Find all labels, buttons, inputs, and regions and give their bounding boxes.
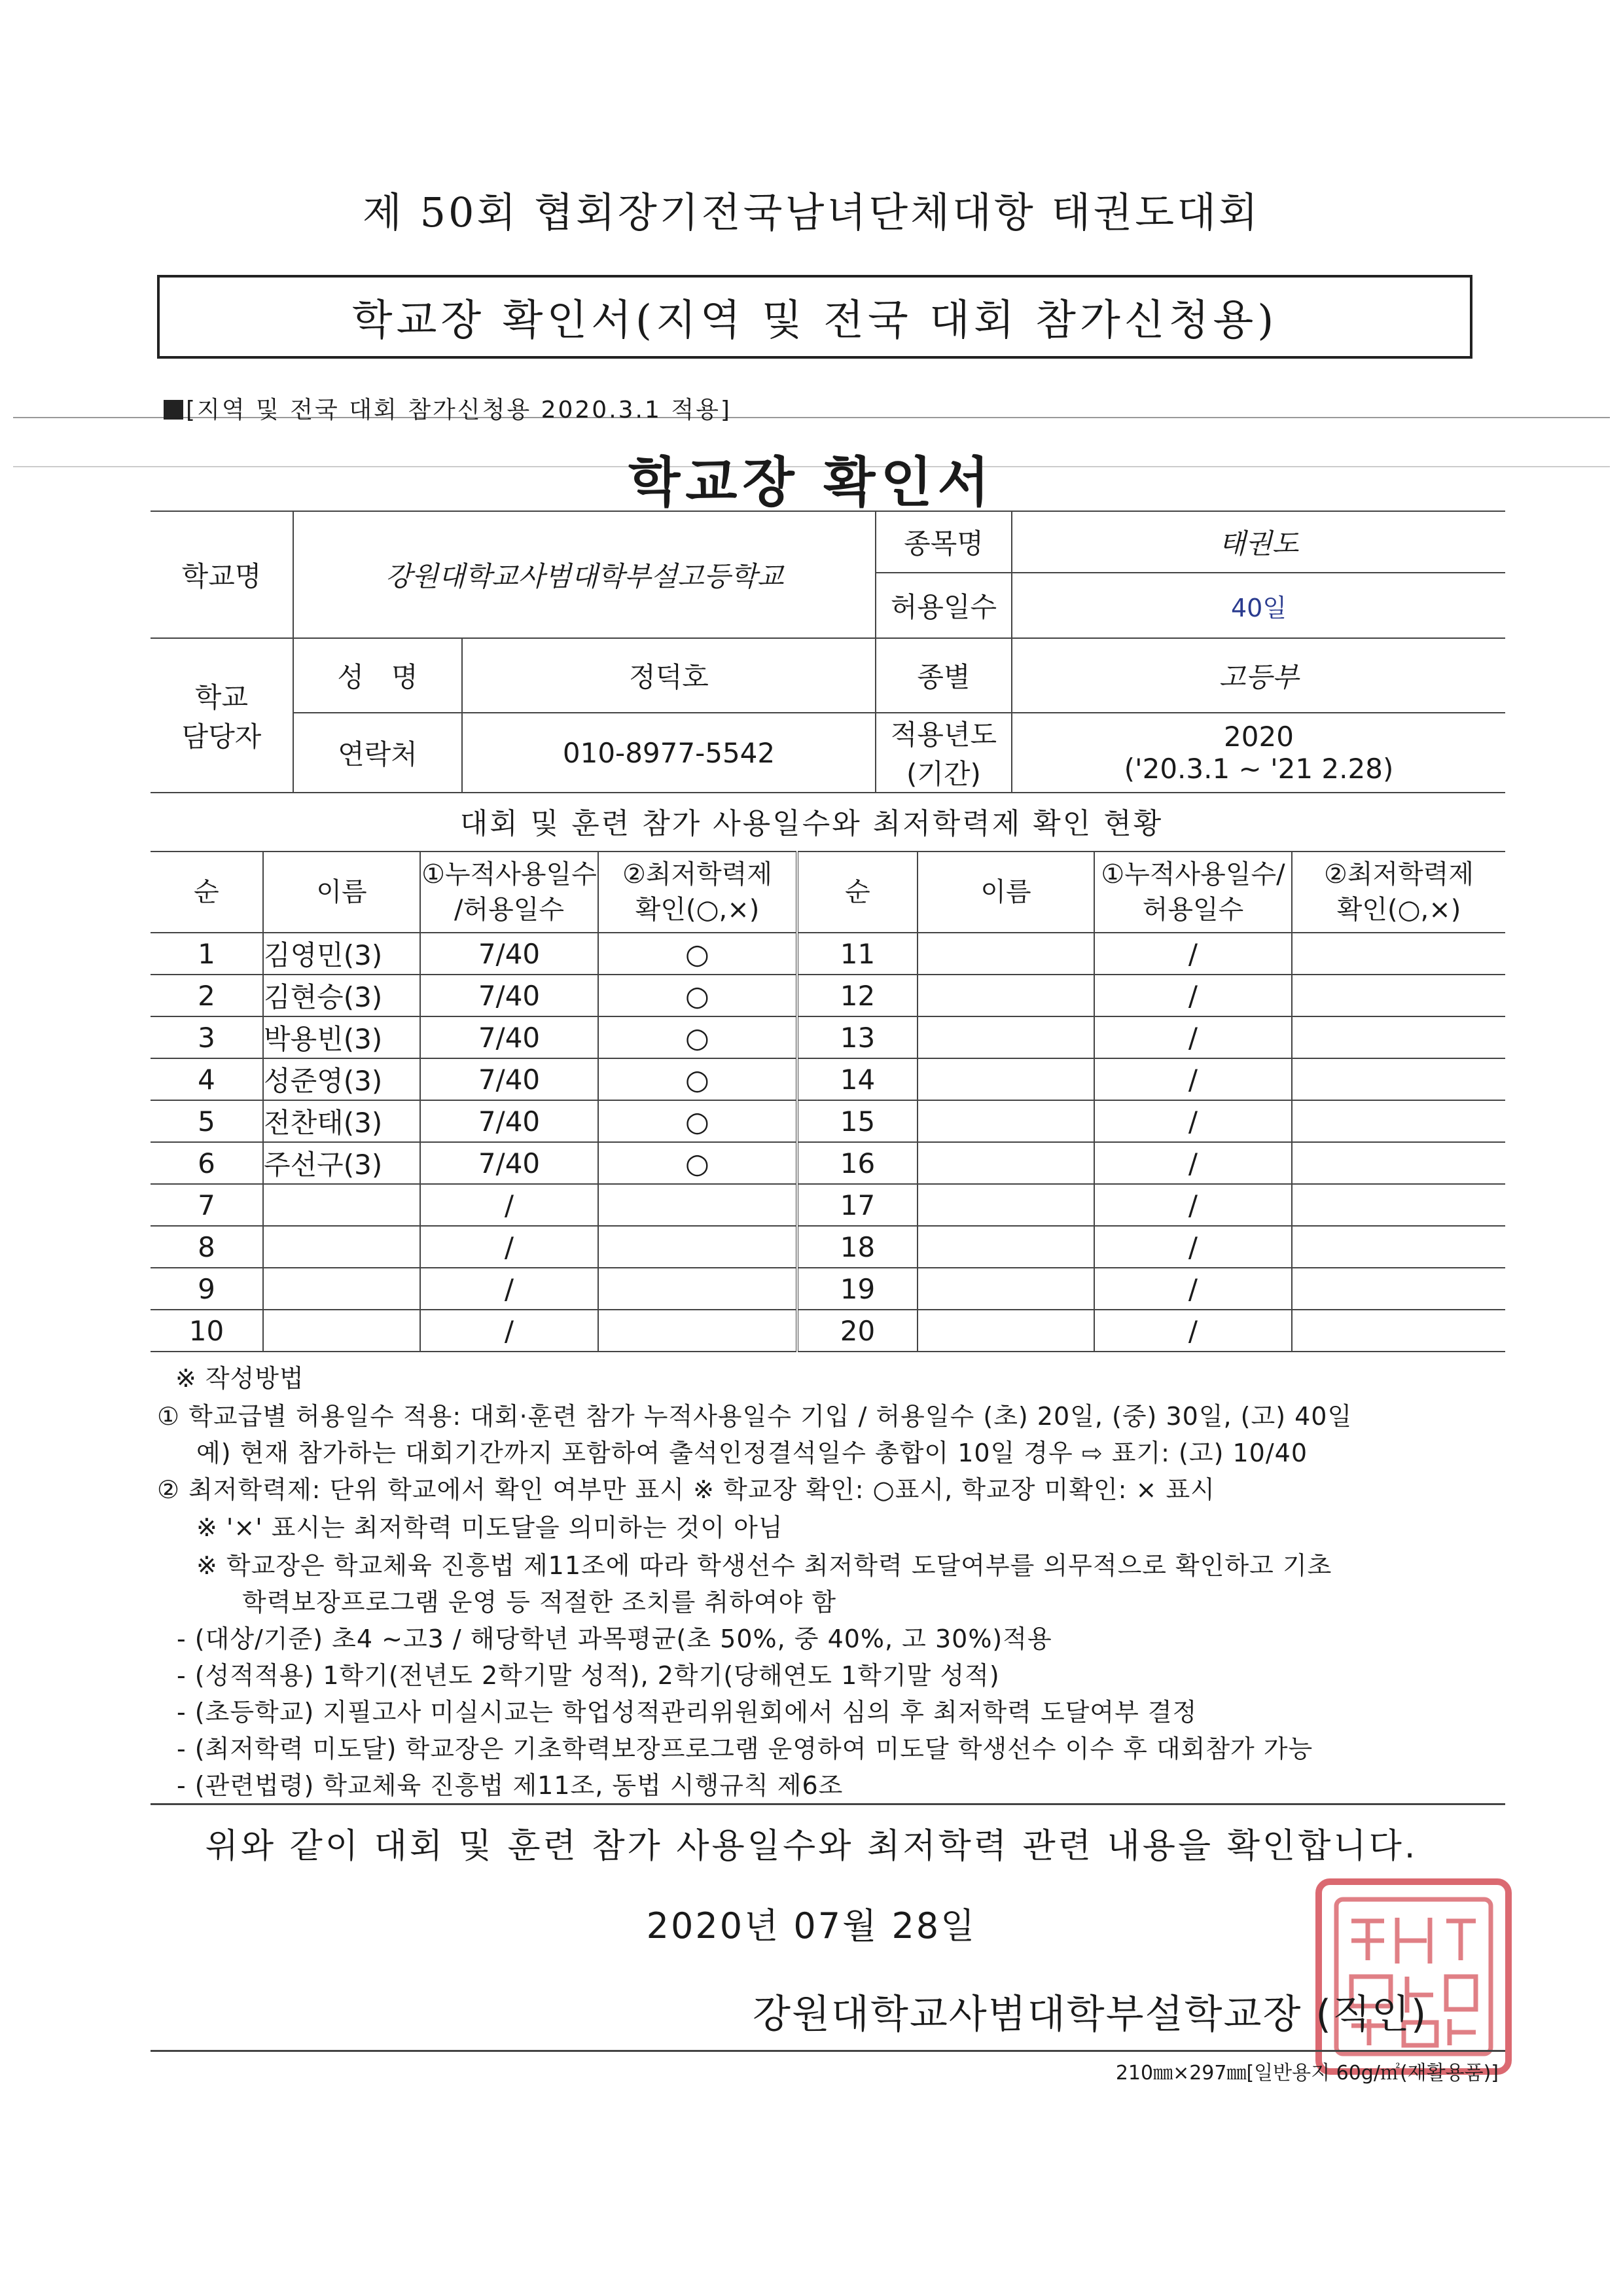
row-number: 14 <box>797 1058 918 1100</box>
table-row <box>151 1184 1505 1226</box>
row-number: 2 <box>151 975 263 1016</box>
minimum-grade-check <box>1292 933 1505 975</box>
student-name <box>263 1226 420 1268</box>
header-check-line1: ②최저학력제 <box>622 859 773 889</box>
main-title: 학교장 확인서 <box>628 452 995 514</box>
student-name: 박용빈(3) <box>263 1016 420 1058</box>
row-number: 6 <box>151 1142 263 1184</box>
row-number: 9 <box>151 1268 263 1310</box>
days-ratio: / <box>420 1310 598 1352</box>
confirmation-date: 2020년 07월 28일 <box>646 1905 977 1946</box>
days-ratio: / <box>1094 933 1292 975</box>
days-ratio: 7/40 <box>420 975 598 1016</box>
table-row <box>151 1310 1505 1352</box>
days-ratio: 7/40 <box>420 933 598 975</box>
row-number: 20 <box>797 1310 918 1352</box>
year-label-line1: 적용년도 <box>890 719 997 751</box>
table-row <box>151 1142 1505 1184</box>
instruction-line: - (성적적용) 1학기(전년도 2학기말 성적), 2학기(당해연도 1학기말 성적) <box>177 1661 1000 1690</box>
instruction-line: ① 학교급별 허용일수 적용: 대회·훈련 참가 누적사용일수 기입 / 허용일수 (초) 20일, (중) 30일, (고) 40일 <box>157 1402 1353 1431</box>
days-ratio: / <box>420 1268 598 1310</box>
student-name <box>918 1184 1094 1226</box>
row-number: 11 <box>797 933 918 975</box>
name-label: 성 명 <box>293 638 462 713</box>
days-ratio: 7/40 <box>420 1058 598 1100</box>
student-name: 성준영(3) <box>263 1058 420 1100</box>
header-days-line2: 허용일수 <box>1142 895 1244 925</box>
minimum-grade-check <box>1292 1310 1505 1352</box>
header-check-line2: 확인(○,×) <box>1336 895 1461 925</box>
row-number: 17 <box>797 1184 918 1226</box>
event-title: 제 50회 협회장기전국남녀단체대항 태권도대회 <box>363 188 1260 236</box>
header-no: 순 <box>151 852 263 933</box>
school-value: 강원대학교사범대학부설고등학교 <box>293 511 876 638</box>
student-name <box>263 1310 420 1352</box>
student-name <box>918 1058 1094 1100</box>
student-name <box>263 1184 420 1226</box>
days-ratio: 7/40 <box>420 1100 598 1142</box>
school-info-table <box>151 511 1505 793</box>
minimum-grade-check <box>598 1310 797 1352</box>
header-check-line2: 확인(○,×) <box>635 895 760 925</box>
header-check-line1: ②최저학력제 <box>1323 859 1474 889</box>
header-days-line1: ①누적사용일수 <box>421 859 597 889</box>
student-name: 김현승(3) <box>263 975 420 1016</box>
status-section-title: 대회 및 훈련 참가 사용일수와 최저학력제 확인 현황 <box>459 807 1164 840</box>
status-header-row <box>151 852 1505 933</box>
row-number: 4 <box>151 1058 263 1100</box>
instruction-line: ※ 학교장은 학교체육 진흥법 제11조에 따라 학생선수 최저학력 도달여부를 의무적으로 확인하고 기초 <box>196 1551 1332 1580</box>
student-name <box>918 1142 1094 1184</box>
application-note-text: [지역 및 전국 대회 참가신청용 2020.3.1 적용] <box>186 397 732 423</box>
row-number: 12 <box>797 975 918 1016</box>
student-name <box>918 1100 1094 1142</box>
year-label <box>876 713 1012 793</box>
divider <box>151 1803 1505 1805</box>
header-days <box>420 852 598 933</box>
table-row <box>151 933 1505 975</box>
table-row <box>151 1268 1505 1310</box>
minimum-grade-check <box>1292 975 1505 1016</box>
instruction-line: 예) 현재 참가하는 대회기간까지 포함하여 출석인정결석일수 총합이 10일 경우 ⇨ 표기: (고) 10/40 <box>196 1439 1308 1467</box>
period-value: ('20.3.1 ~ '21 2.28) <box>1124 753 1394 785</box>
days-ratio: / <box>1094 975 1292 1016</box>
manager-label <box>151 638 293 793</box>
row-number: 1 <box>151 933 263 975</box>
header-days <box>1094 852 1292 933</box>
minimum-grade-check: ○ <box>598 933 797 975</box>
days-ratio: / <box>1094 1226 1292 1268</box>
student-name <box>918 975 1094 1016</box>
minimum-grade-check <box>1292 1058 1505 1100</box>
table-row <box>151 1100 1505 1142</box>
allowed-days-label: 허용일수 <box>876 573 1012 638</box>
days-ratio: / <box>1094 1184 1292 1226</box>
table-row <box>151 975 1505 1016</box>
row-number: 7 <box>151 1184 263 1226</box>
instruction-line: 학력보장프로그램 운영 등 적절한 조치를 취하여야 함 <box>242 1588 837 1617</box>
table-row <box>151 1058 1505 1100</box>
sport-label: 종목명 <box>876 511 1012 573</box>
row-number: 16 <box>797 1142 918 1184</box>
days-ratio: / <box>420 1226 598 1268</box>
days-ratio: / <box>1094 1100 1292 1142</box>
header-check <box>1292 852 1505 933</box>
document-title: 학교장 확인서(지역 및 전국 대회 참가신청용) <box>351 296 1278 345</box>
days-ratio: / <box>1094 1058 1292 1100</box>
student-name <box>918 1268 1094 1310</box>
row-number: 8 <box>151 1226 263 1268</box>
header-name: 이름 <box>263 852 420 933</box>
instructions-heading: ※ 작성방법 <box>175 1364 304 1393</box>
instruction-line: - (초등학교) 지필고사 미실시교는 학업성적관리위원회에서 심의 후 최저학력 도달여부 결정 <box>177 1698 1198 1727</box>
days-ratio: / <box>1094 1016 1292 1058</box>
days-ratio: 7/40 <box>420 1142 598 1184</box>
minimum-grade-check <box>1292 1226 1505 1268</box>
paper-spec: 210㎜×297㎜[일반용지 60g/㎡(재활용품)] <box>1115 2062 1499 2085</box>
row-number: 18 <box>797 1226 918 1268</box>
application-note <box>164 391 732 425</box>
minimum-grade-check <box>1292 1268 1505 1310</box>
minimum-grade-check: ○ <box>598 975 797 1016</box>
division-label: 종별 <box>876 638 1012 713</box>
instruction-line: - (대상/기준) 초4 ~고3 / 해당학년 과목평균(초 50%, 중 40%, 고 30%)적용 <box>177 1624 1052 1653</box>
table-row <box>151 1016 1505 1058</box>
sport-value: 태권도 <box>1012 511 1505 573</box>
allowed-days-value: 40일 <box>1012 573 1505 638</box>
year-label-line2: (기간) <box>906 758 981 790</box>
minimum-grade-check: ○ <box>598 1058 797 1100</box>
square-bullet-icon <box>164 400 183 420</box>
student-name: 주선구(3) <box>263 1142 420 1184</box>
minimum-grade-check <box>1292 1184 1505 1226</box>
minimum-grade-check <box>1292 1142 1505 1184</box>
minimum-grade-check: ○ <box>598 1142 797 1184</box>
days-ratio: / <box>420 1184 598 1226</box>
days-ratio: 7/40 <box>420 1016 598 1058</box>
student-name <box>918 1016 1094 1058</box>
minimum-grade-check <box>1292 1016 1505 1058</box>
minimum-grade-check <box>598 1184 797 1226</box>
days-ratio: / <box>1094 1268 1292 1310</box>
seal-glyphs-icon <box>1322 1885 1505 2068</box>
row-number: 19 <box>797 1268 918 1310</box>
divider <box>151 2050 1505 2052</box>
instruction-line: - (관련법령) 학교체육 진흥법 제11조, 동법 시행규칙 제6조 <box>177 1771 844 1800</box>
minimum-grade-check <box>598 1226 797 1268</box>
days-ratio: / <box>1094 1310 1292 1352</box>
student-name <box>263 1268 420 1310</box>
header-check <box>598 852 797 933</box>
official-seal-stamp <box>1315 1878 1512 2075</box>
year-value-cell <box>1012 713 1505 793</box>
minimum-grade-check <box>1292 1100 1505 1142</box>
student-name: 김영민(3) <box>263 933 420 975</box>
row-number: 5 <box>151 1100 263 1142</box>
instruction-line: - (최저학력 미도달) 학교장은 기초학력보장프로그램 운영하여 미도달 학생선수 이수 후 대회참가 가능 <box>177 1734 1313 1763</box>
row-number: 13 <box>797 1016 918 1058</box>
document-title-box <box>157 275 1472 359</box>
minimum-grade-check: ○ <box>598 1016 797 1058</box>
instruction-line: ※ '×' 표시는 최저학력 미도달을 의미하는 것이 아님 <box>196 1513 783 1542</box>
student-name <box>918 1226 1094 1268</box>
header-days-line2: /허용일수 <box>454 895 565 925</box>
manager-label-line1: 학교 <box>194 681 249 713</box>
minimum-grade-check <box>598 1268 797 1310</box>
minimum-grade-check: ○ <box>598 1100 797 1142</box>
manager-label-line2: 담당자 <box>181 721 262 753</box>
header-name: 이름 <box>918 852 1094 933</box>
instruction-line: ② 최저학력제: 단위 학교에서 확인 여부만 표시 ※ 학교장 확인: ○표시, 학교장 미확인: × 표시 <box>157 1475 1215 1504</box>
school-label: 학교명 <box>151 511 293 638</box>
name-value: 정덕호 <box>462 638 876 713</box>
row-number: 10 <box>151 1310 263 1352</box>
signer-name: 강원대학교사범대학부설학교장 (직인) <box>753 1992 1428 2037</box>
year-value: 2020 <box>1224 721 1294 753</box>
student-name <box>918 1310 1094 1352</box>
header-no: 순 <box>797 852 918 933</box>
student-name <box>918 933 1094 975</box>
participation-status-table <box>151 851 1505 1352</box>
row-number: 15 <box>797 1100 918 1142</box>
confirmation-statement: 위와 같이 대회 및 훈련 참가 사용일수와 최저학력 관련 내용을 확인합니다. <box>205 1827 1418 1866</box>
contact-label: 연락처 <box>293 713 462 793</box>
division-value: 고등부 <box>1012 638 1505 713</box>
table-row <box>151 1226 1505 1268</box>
row-number: 3 <box>151 1016 263 1058</box>
contact-value: 010-8977-5542 <box>462 713 876 793</box>
days-ratio: / <box>1094 1142 1292 1184</box>
header-days-line1: ①누적사용일수/ <box>1101 859 1285 889</box>
student-name: 전찬태(3) <box>263 1100 420 1142</box>
